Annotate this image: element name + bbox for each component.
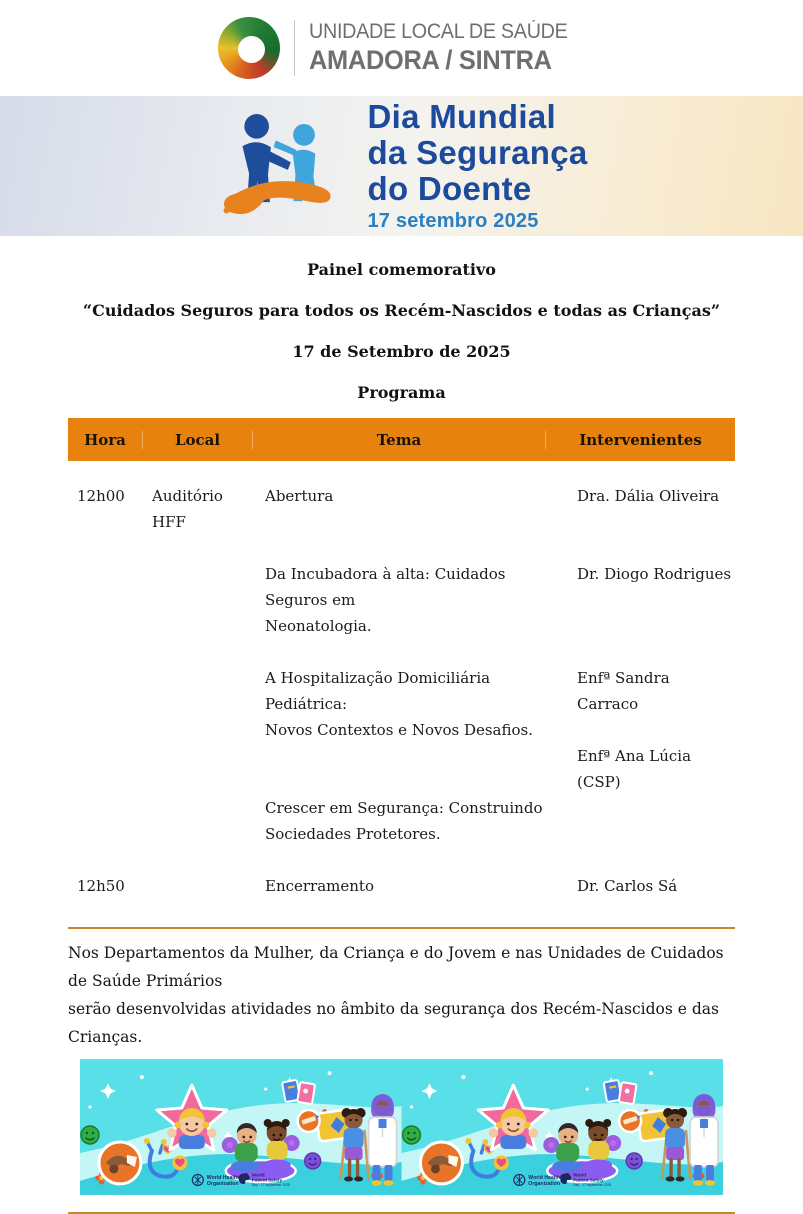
org-header (0, 0, 803, 96)
program-label: Programa (357, 383, 446, 402)
org-name-line2: AMADORA / SINTRA (309, 45, 553, 75)
event-banner (0, 96, 803, 236)
banner-title-line1: Dia Mundial (367, 98, 556, 135)
table-row: Enfª Ana Lúcia (CSP) (577, 747, 692, 791)
banner-title-line2: da Segurança (367, 134, 588, 171)
banner-title-line3: do Doente (367, 170, 532, 207)
column-header-tema: Tema (252, 431, 545, 449)
column-header-hora: Hora (84, 430, 126, 449)
table-row: Da Incubadora à alta: Cuidados Seguros em Neonatologia. Dr. Diogo Rodrigues (265, 565, 732, 635)
footnote (68, 927, 735, 1051)
event-quote: “Cuidados Seguros para todos os Recém-Nascidos e todas as Crianças” (82, 301, 721, 320)
table-header (68, 418, 735, 461)
uls-swirl-logo-icon (218, 17, 280, 79)
panel-title: Painel comemorativo (307, 260, 496, 279)
column-header-intervenientes: Intervenientes (545, 431, 735, 449)
footnote-line1: Nos Departamentos da Mulher, da Criança e do Jovem e nas Unidades de Cuidados de Saúde Primários (68, 944, 724, 990)
who-patient-safety-illustration (80, 1059, 723, 1195)
org-name (309, 20, 584, 76)
program-table (68, 418, 735, 899)
caregiver-patient-hand-icon (215, 104, 357, 232)
table-row: 12h50 Encerramento Dr. Carlos Sá (77, 877, 678, 895)
table-row: Crescer em Segurança: Construindo Sociedades Protetores. (265, 799, 543, 843)
logo-divider (294, 20, 295, 76)
table-row: A Hospitalização Domiciliária Pediátrica: Novos Contextos e Novos Desafios. Enfª Sandra Carraco (265, 669, 670, 739)
footnote-line2: serão desenvolvidas atividades no âmbito da segurança dos Recém-Nascidos e das Crianças. (68, 1000, 719, 1046)
banner-date: 17 setembro 2025 (367, 210, 539, 232)
org-name-line1: UNIDADE LOCAL DE SAÚDE (309, 20, 569, 43)
event-date: 17 de Setembro de 2025 (292, 342, 511, 361)
table-row: 12h00 Auditório HFF Abertura Dra. Dália Oliveira (77, 487, 720, 531)
table-body (68, 461, 735, 899)
column-header-local: Local (142, 431, 252, 449)
banner-text (367, 99, 587, 233)
